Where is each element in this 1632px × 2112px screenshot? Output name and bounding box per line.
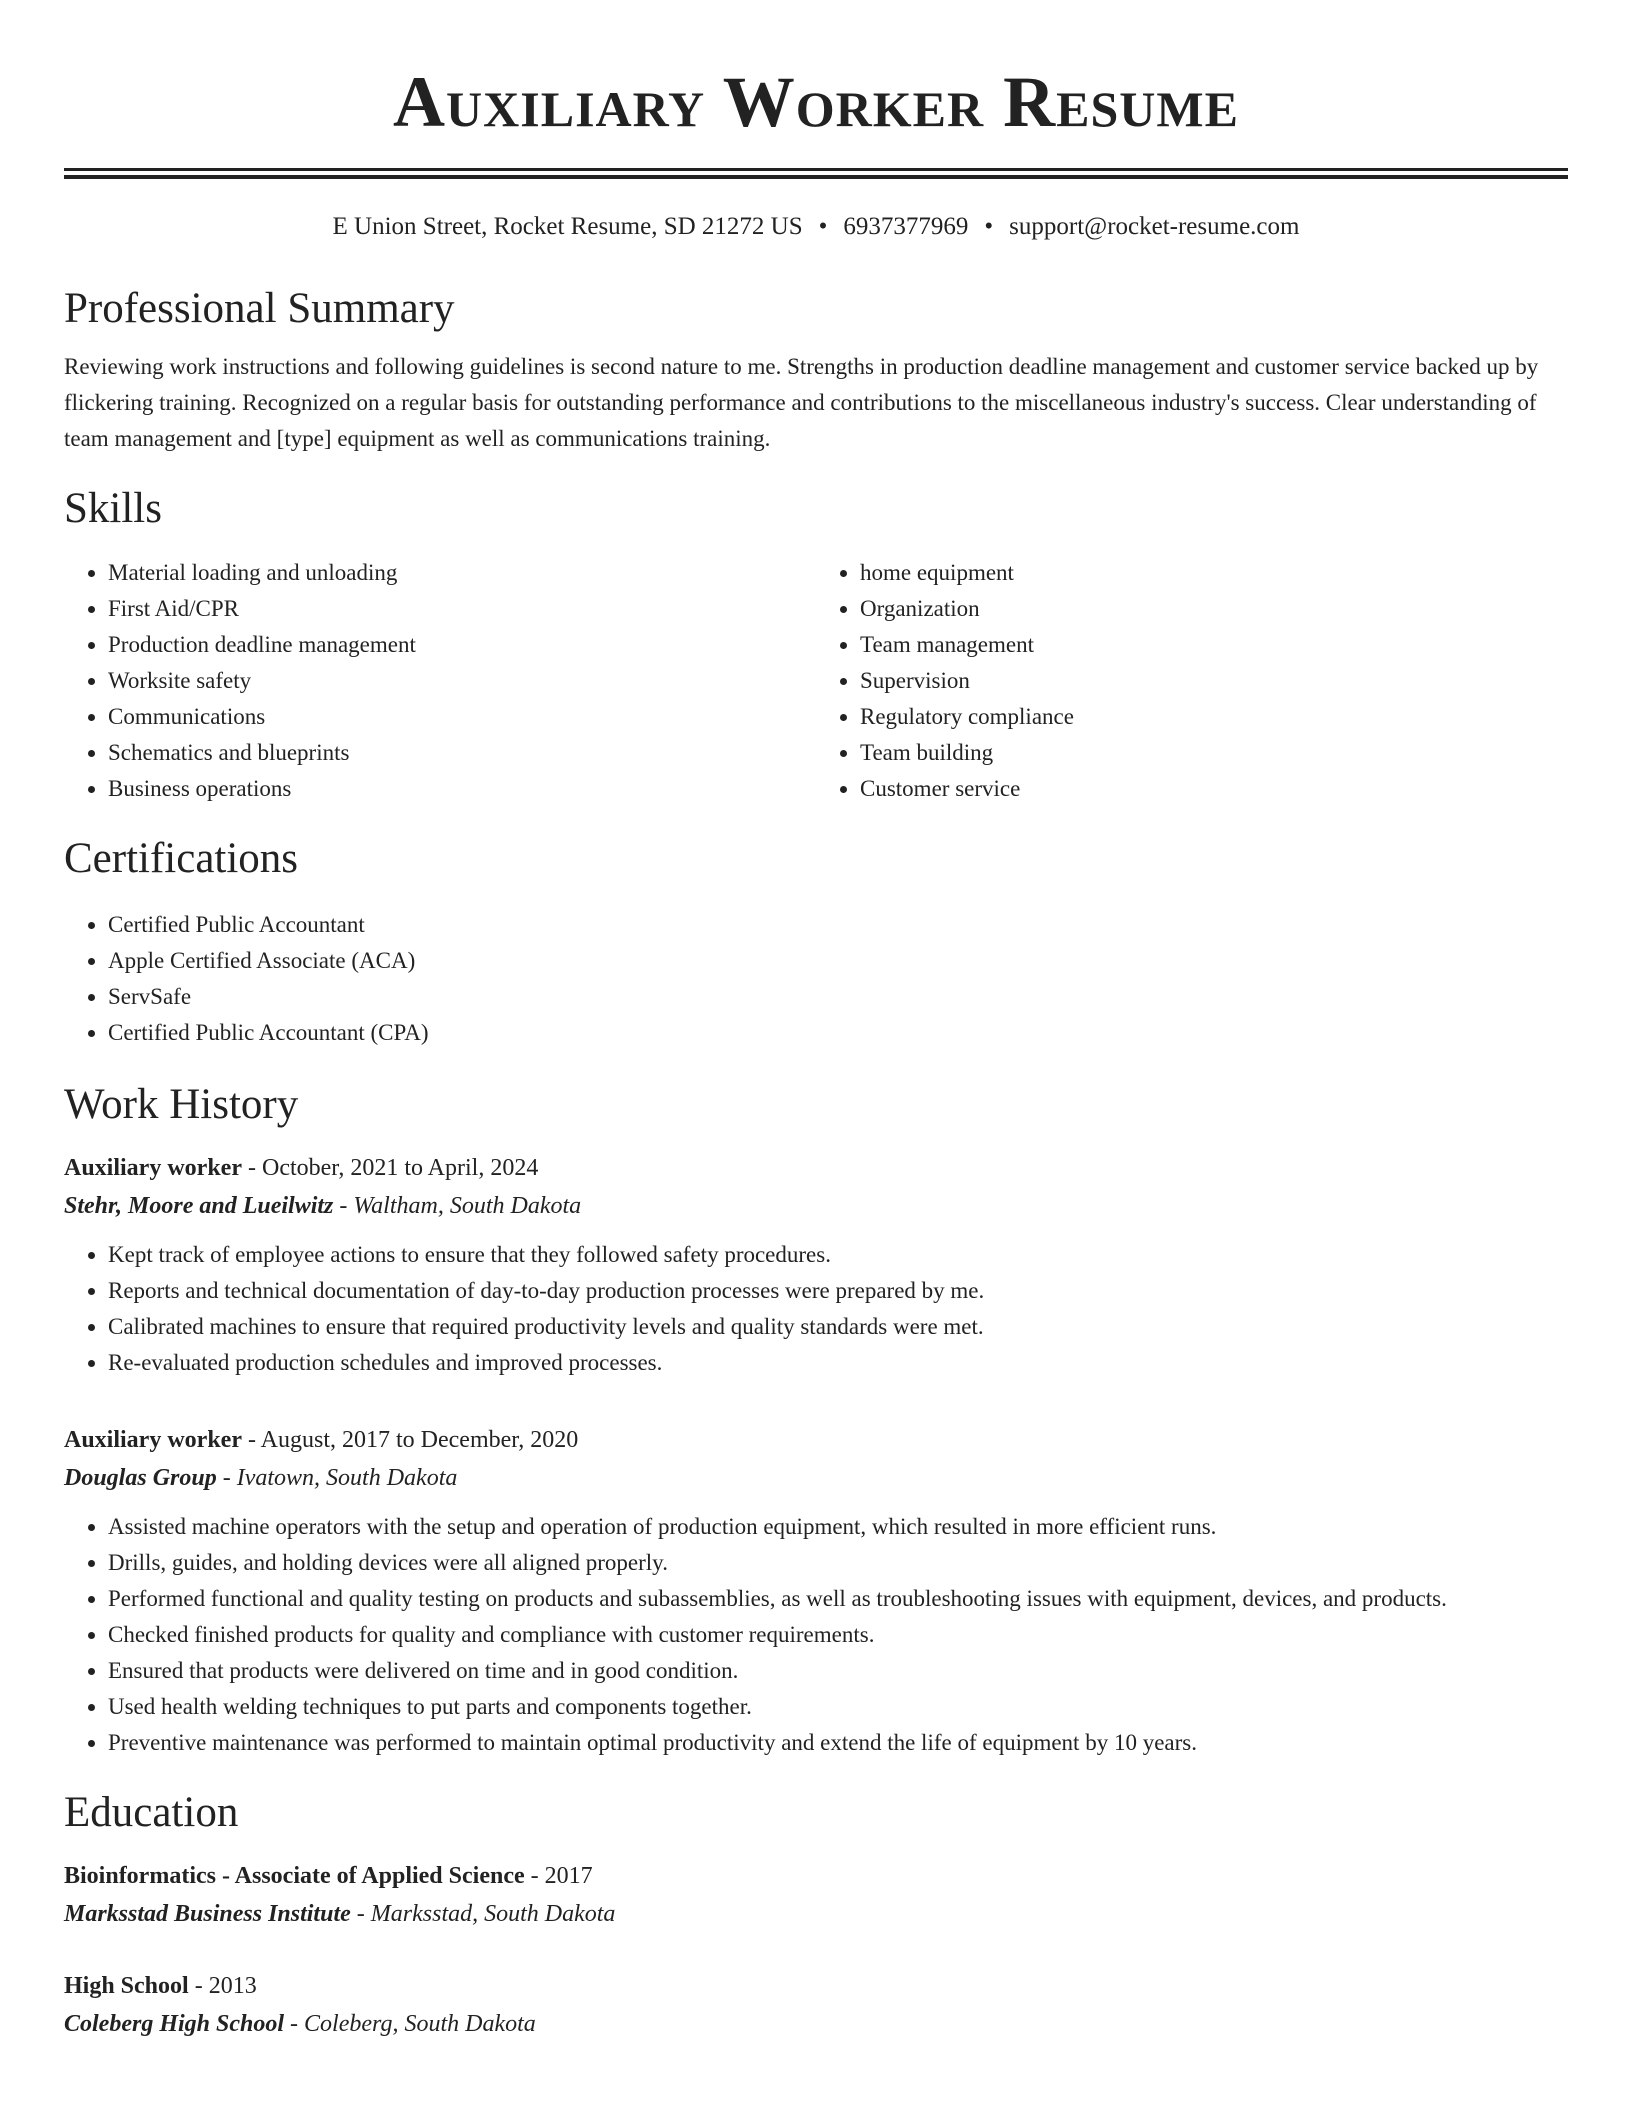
skill-item: • Production deadline management — [108, 627, 816, 663]
skills-columns — [64, 555, 1568, 807]
job-duty: • Ensured that products were delivered on time and in good condition. — [108, 1653, 1568, 1689]
skills-list-left — [64, 555, 816, 807]
job-company-line: Stehr, Moore and Lueilwitz - Waltham, South Dakota — [64, 1193, 582, 1219]
certification-item: • Certified Public Accountant (CPA) — [108, 1015, 1568, 1051]
education-degree: Bioinformatics - Associate of Applied Science — [64, 1863, 525, 1889]
job-title: Auxiliary worker — [64, 1155, 242, 1181]
education-degree-line: Bioinformatics - Associate of Applied Science - 2017 — [64, 1863, 593, 1889]
job-entry — [64, 1421, 1568, 1761]
education-year: 2017 — [544, 1863, 593, 1889]
education-location: Coleberg, South Dakota — [304, 2011, 536, 2037]
job-duty: • Drills, guides, and holding devices were all aligned properly. — [108, 1545, 1568, 1581]
skill-item: • Supervision — [860, 663, 1568, 699]
job-duty: • Kept track of employee actions to ensure that they followed safety procedures. — [108, 1237, 1568, 1273]
job-duty: • Reports and technical documentation of day-to-day production processes were prepared by me. — [108, 1273, 1568, 1309]
job-company-line: Douglas Group - Ivatown, South Dakota — [64, 1465, 458, 1491]
job-duty: • Assisted machine operators with the setup and operation of production equipment, which resulted in more efficient runs. — [108, 1509, 1568, 1545]
certification-item: • ServSafe — [108, 979, 1568, 1015]
skill-item: • Material loading and unloading — [108, 555, 816, 591]
contact-line — [64, 211, 1568, 243]
job-location: Ivatown, South Dakota — [236, 1465, 458, 1491]
contact-email: support@rocket-resume.com — [1009, 213, 1300, 240]
skill-item: • First Aid/CPR — [108, 591, 816, 627]
job-duty: • Performed functional and quality testing on products and subassemblies, as well as troubleshooting issues with equipment, devices, and products. — [108, 1581, 1568, 1617]
job-duty: • Calibrated machines to ensure that required productivity levels and quality standards were met. — [108, 1309, 1568, 1345]
education-school-line: Coleberg High School - Coleberg, South Dakota — [64, 2011, 536, 2037]
certification-item: • Certified Public Accountant — [108, 907, 1568, 943]
contact-separator: • — [818, 213, 828, 240]
skill-item: • Team building — [860, 735, 1568, 771]
job-dates: October, 2021 to April, 2024 — [261, 1155, 539, 1181]
education-entry — [64, 1967, 1568, 2043]
skill-item: • Worksite safety — [108, 663, 816, 699]
skills-list-right — [816, 555, 1568, 807]
education-school: Coleberg High School — [64, 2011, 285, 2037]
education-year: 2013 — [208, 1973, 257, 1999]
skill-item: • Organization — [860, 591, 1568, 627]
skill-item: • Schematics and blueprints — [108, 735, 816, 771]
education-heading: Education — [64, 1789, 239, 1836]
job-title-line: Auxiliary worker - August, 2017 to December, 2020 — [64, 1427, 579, 1453]
education-entry — [64, 1857, 1568, 1933]
summary-text: Reviewing work instructions and following guidelines is second nature to me. Strengths in production deadline management and customer service backed up by flickering training. Recognized on a regular basis for outstanding performance and contributions to the miscellaneous industry's success. Clear understanding of team management and [type] equipment as well as communications training. — [64, 354, 1539, 451]
work-history-heading: Work History — [64, 1081, 299, 1128]
skill-item: • Customer service — [860, 771, 1568, 807]
job-duty: • Re-evaluated production schedules and improved processes. — [108, 1345, 1568, 1381]
skill-item: • Communications — [108, 699, 816, 735]
job-entry — [64, 1149, 1568, 1381]
resume-title: Auxiliary Worker Resume — [393, 62, 1239, 142]
contact-phone: 6937377969 — [843, 213, 969, 240]
skill-item: • Team management — [860, 627, 1568, 663]
contact-separator: • — [984, 213, 994, 240]
education-location: Marksstad, South Dakota — [370, 1901, 616, 1927]
skill-item: • home equipment — [860, 555, 1568, 591]
certifications-heading: Certifications — [64, 835, 299, 882]
skill-item: • Regulatory compliance — [860, 699, 1568, 735]
job-duty: • Checked finished products for quality and compliance with customer requirements. — [108, 1617, 1568, 1653]
contact-address: E Union Street, Rocket Resume, SD 21272 US — [332, 213, 803, 240]
job-company: Stehr, Moore and Lueilwitz — [64, 1193, 334, 1219]
summary-heading: Professional Summary — [64, 285, 455, 332]
job-duty: • Used health welding techniques to put parts and components together. — [108, 1689, 1568, 1725]
certifications-list — [64, 907, 1568, 1051]
skill-item: • Business operations — [108, 771, 816, 807]
job-location: Waltham, South Dakota — [353, 1193, 582, 1219]
title-divider — [64, 168, 1568, 179]
certification-item: • Apple Certified Associate (ACA) — [108, 943, 1568, 979]
education-school: Marksstad Business Institute — [64, 1901, 351, 1927]
job-duties — [64, 1509, 1568, 1761]
job-company: Douglas Group — [64, 1465, 217, 1491]
job-duties — [64, 1237, 1568, 1381]
job-duty: • Preventive maintenance was performed to maintain optimal productivity and extend the life of equipment by 10 years. — [108, 1725, 1568, 1761]
skills-heading: Skills — [64, 485, 162, 532]
job-dates: August, 2017 to December, 2020 — [260, 1427, 579, 1453]
education-degree: High School — [64, 1973, 189, 1999]
education-degree-line: High School - 2013 — [64, 1973, 257, 1999]
job-title-line: Auxiliary worker - October, 2021 to April, 2024 — [64, 1155, 539, 1181]
job-title: Auxiliary worker — [64, 1427, 242, 1453]
education-school-line: Marksstad Business Institute - Marksstad, South Dakota — [64, 1901, 616, 1927]
